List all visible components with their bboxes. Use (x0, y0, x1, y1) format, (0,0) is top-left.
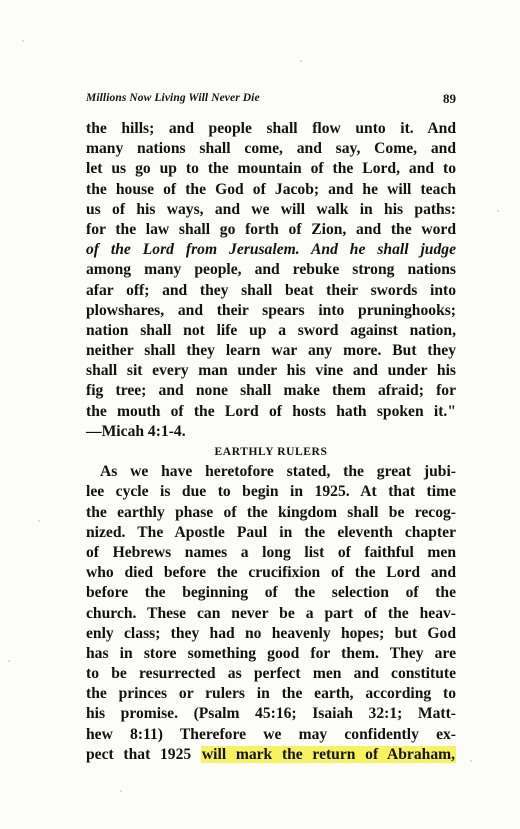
page-number: 89 (443, 91, 456, 106)
text-line: hew 8:11) Therefore we may confidently ex- (86, 725, 456, 743)
text-line: nized. The Apostle Paul in the eleventh chapter (86, 523, 456, 541)
text-line: neither shall they learn war any more. But they (86, 342, 456, 360)
text-line: of Hebrews names a long list of faithful men (86, 543, 456, 561)
text-line: has in store something good for them. They are (86, 644, 456, 662)
running-head (86, 92, 456, 110)
paper-speck (120, 790, 122, 792)
final-text-line (86, 745, 456, 765)
paper-speck (8, 660, 10, 662)
final-line-prefix: pect that 1925 (86, 745, 192, 763)
text-line: among many people, and rebuke strong nations (86, 261, 456, 279)
text-line: the house of the God of Jacob; and he will teach (86, 180, 456, 198)
highlighted-text: will mark the return of Abraham, (201, 745, 455, 763)
text-line: of the Lord from Jerusalem. And he shall judge (86, 241, 456, 259)
text-line: church. These can never be a part of the heav- (86, 604, 456, 622)
text-line: to be resurrected as perfect men and constitute (86, 665, 456, 683)
text-line: let us go up to the mountain of the Lord, and to (86, 160, 456, 178)
text-line: the princes or rulers in the earth, according to (86, 685, 456, 703)
text-line: As we have heretofore stated, the great jubi- (100, 463, 456, 481)
text-line: fig tree; and none shall make them afraid; for (86, 382, 456, 400)
paper-speck (300, 60, 302, 62)
paper-speck (22, 40, 24, 42)
text-line: many nations shall come, and say, Come, and (86, 140, 456, 158)
running-title: Millions Now Living Will Never Die (86, 92, 260, 104)
text-line: plowshares, and their spears into pruninghooks; (86, 301, 456, 319)
text-line: who died before the crucifixion of the Lord and (86, 564, 456, 582)
text-line: shall sit every man under his vine and under his (86, 362, 456, 380)
text-line: enly class; they had no heavenly hopes; but God (86, 624, 456, 642)
text-line: his promise. (Psalm 45:16; Isaiah 32:1; Matt- (86, 705, 456, 723)
paper-speck (497, 210, 499, 212)
text-line: —Micah 4:1-4. (86, 422, 186, 440)
text-line: before the beginning of the selection of the (86, 584, 456, 602)
text-line: the mouth of the Lord of hosts hath spoken it." (86, 402, 456, 420)
page-body (86, 119, 456, 765)
text-line: nation shall not life up a sword against nation, (86, 321, 456, 339)
paper-speck (470, 760, 472, 762)
text-line: the hills; and people shall flow unto it. And (86, 120, 456, 137)
text-line: the earthly phase of the kingdom shall be recog- (86, 503, 456, 521)
text-line: afar off; and they shall beat their swords into (86, 281, 456, 299)
text-line: for the law shall go forth of Zion, and the word (86, 220, 456, 238)
section-heading: EARTHLY RULERS (214, 446, 328, 458)
text-line: us of his ways, and we will walk in his paths: (86, 200, 456, 218)
text-line: lee cycle is due to begin in 1925. At that time (86, 483, 456, 501)
paper-speck (38, 520, 40, 522)
